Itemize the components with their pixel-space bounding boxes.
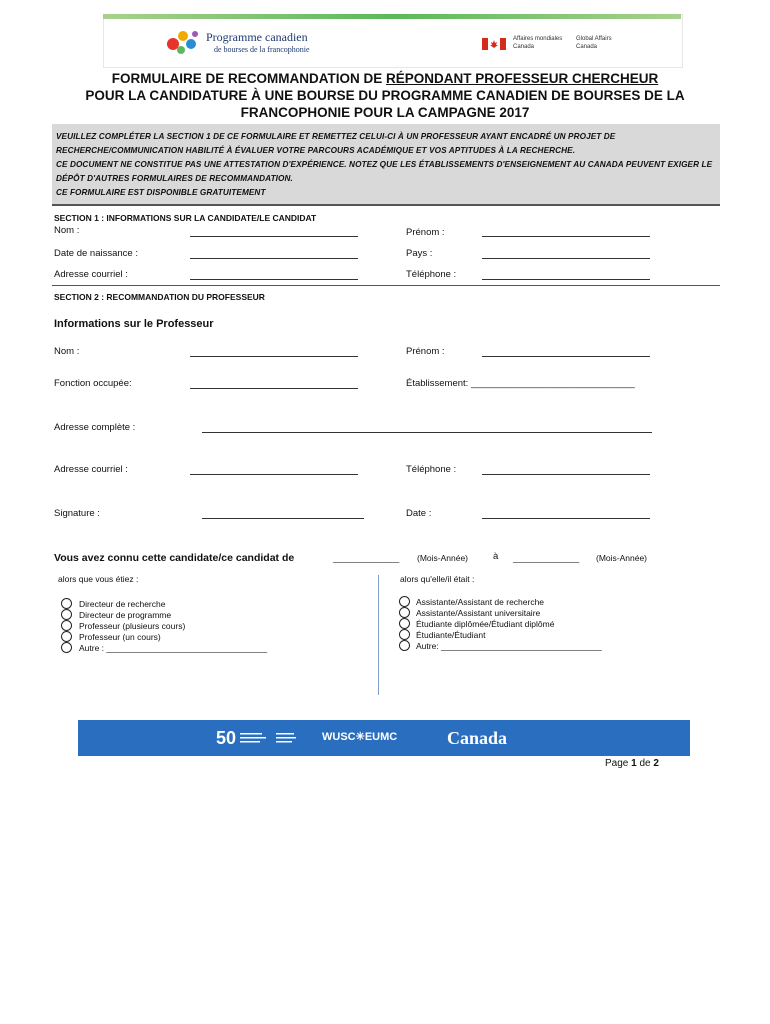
- candidate-pays-label: Pays :: [406, 248, 433, 259]
- prof-nom-field[interactable]: [190, 356, 358, 357]
- option-prof-directeur-programme: Directeur de programme: [79, 610, 172, 620]
- program-logo-icon: [165, 26, 203, 56]
- page-number: [605, 758, 659, 769]
- candidate-telephone-field[interactable]: [482, 279, 650, 280]
- gov-name-fr: Affaires mondiales Canada: [513, 36, 563, 50]
- program-subtitle: de bourses de la francophonie: [214, 45, 310, 54]
- option-prof-un-cours: Professeur (un cours): [79, 632, 161, 642]
- gov-name-en: Global Affairs Canada: [576, 36, 612, 50]
- known-to-word: à: [493, 551, 499, 562]
- title-line1-underlined: RÉPONDANT PROFESSEUR CHERCHEUR: [385, 71, 659, 86]
- candidate-naissance-label: Date de naissance :: [54, 248, 138, 259]
- canada-flag-icon: [482, 38, 506, 50]
- option-cand-etudiant: Étudiante/Étudiant: [416, 630, 486, 640]
- radio-cand-etudiant-diplome[interactable]: [399, 618, 410, 629]
- form-title: [55, 70, 715, 121]
- fifty-logo-text-icon: [240, 731, 270, 747]
- prof-fonction-label: Fonction occupée:: [54, 378, 132, 389]
- prof-signature-label: Signature :: [54, 508, 100, 519]
- instructions-box: [52, 124, 720, 206]
- column-divider: [378, 575, 379, 695]
- prof-courriel-field[interactable]: [190, 474, 358, 475]
- option-cand-assistant-universitaire: Assistante/Assistant universitaire: [416, 608, 541, 618]
- radio-prof-plusieurs-cours[interactable]: [61, 620, 72, 631]
- prof-fonction-field[interactable]: [190, 388, 358, 389]
- title-line1-prefix: FORMULAIRE DE RECOMMANDATION DE: [111, 71, 386, 86]
- prof-adresse-field[interactable]: [202, 432, 652, 433]
- candidate-courriel-label: Adresse courriel :: [54, 269, 128, 280]
- title-line2: POUR LA CANDIDATURE À UNE BOURSE DU PROGRAMME CANADIEN DE BOURSES DE LA: [85, 88, 685, 103]
- known-from-unit: (Mois-Année): [417, 553, 469, 563]
- candidate-pays-field[interactable]: [482, 258, 650, 259]
- page-prefix: Page: [605, 758, 632, 769]
- page-current: 1: [631, 758, 637, 769]
- prof-date-label: Date :: [406, 508, 432, 519]
- radio-cand-assistant-recherche[interactable]: [399, 596, 410, 607]
- known-to-field[interactable]: ______________: [513, 553, 580, 563]
- prof-telephone-label: Téléphone :: [406, 464, 457, 475]
- candidate-role-heading: alors qu'elle/il était :: [400, 574, 475, 584]
- prof-role-heading: alors que vous étiez :: [58, 574, 139, 584]
- candidate-prenom-field[interactable]: [482, 236, 650, 237]
- prof-telephone-field[interactable]: [482, 474, 650, 475]
- known-from-field[interactable]: ______________: [333, 553, 400, 563]
- fifty-logo: 50: [216, 728, 237, 748]
- candidate-courriel-field[interactable]: [190, 279, 358, 280]
- radio-prof-un-cours[interactable]: [61, 631, 72, 642]
- section2-heading: SECTION 2 : RECOMMANDATION DU PROFESSEUR: [54, 292, 265, 302]
- page-of: de: [636, 758, 654, 769]
- candidate-prenom-label: Prénom :: [406, 227, 445, 238]
- prof-date-field[interactable]: [482, 518, 650, 519]
- radio-prof-directeur-recherche[interactable]: [61, 598, 72, 609]
- radio-cand-autre[interactable]: [399, 640, 410, 651]
- wusc-eumc-logo: WUSC✳EUMC: [322, 731, 398, 743]
- title-line3: FRANCOPHONIE POUR LA CAMPAGNE 2017: [240, 105, 530, 120]
- prof-prenom-label: Prénom :: [406, 346, 445, 357]
- canada-wordmark: Canada: [447, 728, 508, 748]
- section1-heading: SECTION 1 : INFORMATIONS SUR LA CANDIDATE/LE CANDIDAT: [54, 213, 317, 223]
- prof-etablissement-label[interactable]: Établissement: _______________________________: [406, 378, 635, 389]
- prof-prenom-field[interactable]: [482, 356, 650, 357]
- banner-stripe: [103, 14, 681, 19]
- option-prof-autre[interactable]: Autre : __________________________________: [79, 643, 268, 653]
- radio-cand-etudiant[interactable]: [399, 629, 410, 640]
- candidate-telephone-label: Téléphone :: [406, 269, 457, 280]
- prof-signature-field[interactable]: [202, 518, 364, 519]
- instructions-p3: CE FORMULAIRE EST DISPONIBLE GRATUITEMENT: [56, 188, 266, 197]
- option-prof-directeur-recherche: Directeur de recherche: [79, 599, 166, 609]
- instructions-p2: CE DOCUMENT NE CONSTITUE PAS UNE ATTESTATION D'EXPÉRIENCE. NOTEZ QUE LES ÉTABLISSEMENTS D'ENSEIGNEMENT AU CANADA PEUVENT EXIGER LE DÉPÔT D'AUTRES FORMULAIRES DE RECOMMANDATION.: [56, 160, 713, 183]
- section-divider: [52, 285, 720, 286]
- known-to-unit: (Mois-Année): [596, 553, 648, 563]
- prof-courriel-label: Adresse courriel :: [54, 464, 128, 475]
- partner-text-icon: [276, 731, 298, 747]
- radio-prof-directeur-programme[interactable]: [61, 609, 72, 620]
- page-total: 2: [653, 758, 659, 769]
- radio-prof-autre[interactable]: [61, 642, 72, 653]
- option-cand-autre[interactable]: Autre: __________________________________: [416, 641, 602, 651]
- radio-cand-assistant-universitaire[interactable]: [399, 607, 410, 618]
- instructions-p1: VEUILLEZ COMPLÉTER LA SECTION 1 DE CE FORMULAIRE ET REMETTEZ CELUI-CI À UN PROFESSEUR AYANT ENCADRÉ UN PROJET DE RECHERCHE/COMMUNICATION HABILITÉ À ÉVALUER VOTRE PARCOURS ACADÉMIQUE ET VOS APTITUDES À LA RECHERCHE.: [56, 132, 616, 155]
- candidate-nom-field[interactable]: [190, 236, 358, 237]
- option-prof-plusieurs-cours: Professeur (plusieurs cours): [79, 621, 186, 631]
- prof-nom-label: Nom :: [54, 346, 80, 357]
- option-cand-etudiant-diplome: Étudiante diplômée/Étudiant diplômé: [416, 619, 555, 629]
- candidate-naissance-field[interactable]: [190, 258, 358, 259]
- professor-info-heading: Informations sur le Professeur: [54, 318, 214, 330]
- option-cand-assistant-recherche: Assistante/Assistant de recherche: [416, 597, 545, 607]
- candidate-nom-label: Nom :: [54, 225, 80, 236]
- known-period-label: Vous avez connu cette candidate/ce candidat de: [54, 552, 295, 564]
- prof-adresse-label: Adresse complète :: [54, 422, 136, 433]
- program-title: Programme canadien: [206, 30, 308, 44]
